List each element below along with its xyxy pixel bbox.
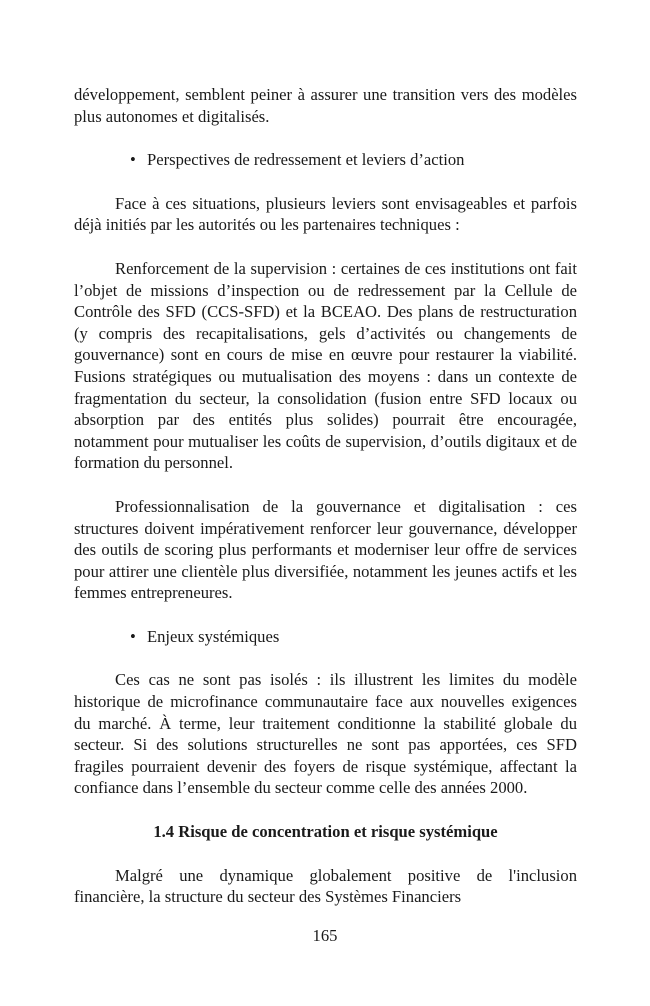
bullet-text: Perspectives de redressement et leviers d’action: [147, 150, 465, 170]
paragraph-gouvernance: Professionnalisation de la gouvernance et digitalisation : ces structures doivent impérativement renforcer leur gouvernance, développer des outils de scoring plus performants et moderniser leur offre de services pour attirer une clientèle plus diversifiée, notamment les jeunes actifs et les femmes entrepreneures.: [74, 496, 577, 603]
page-body: [74, 84, 577, 908]
paragraph-continuation: développement, semblent peiner à assurer une transition vers des modèles plus autonomes et digitalisés.: [74, 85, 577, 126]
bullet-text: Enjeux systémiques: [147, 626, 280, 646]
paragraph-enjeux: Ces cas ne sont pas isolés : ils illustrent les limites du modèle historique de microfinance communautaire face aux nouvelles exigences du marché. À terme, leur traitement conditionne la stabilité globale du secteur. Si des solutions structurelles ne sont pas apportées, ces SFD fragiles pourraient devenir des foyers de risque systémique, affectant la confiance dans l’ensemble du secteur comme celle des années 2000.: [74, 670, 577, 798]
page-number: 165: [312, 926, 338, 945]
section-heading: 1.4 Risque de concentration et risque systémique: [153, 822, 498, 842]
bullet-item-enjeux: [74, 626, 577, 648]
bullet-item-perspectives: [74, 149, 577, 171]
paragraph-risque: Malgré une dynamique globalement positive de l'inclusion financière, la structure du secteur des Systèmes Financiers: [74, 865, 577, 907]
paragraph-supervision: Renforcement de la supervision : certaines de ces institutions ont fait l’objet de missions d’inspection ou de redressement par la Cellule de Contrôle des SFD (CCS-SFD) et la BCEAO. Des plans de restructuration (y compris des recapitalisations, gels d’activités ou changements de gouvernance) sont en cours de mise en œuvre pour restaurer la viabilité. Fusions stratégiques ou mutualisation des moyens : dans un contexte de fragmentation du secteur, la consolidation (fusion entre SFD locaux ou absorption par des entités plus solides) pourrait être encouragée, notamment pour mutualiser les coûts de supervision, d’outils digitaux et de formation du personnel.: [74, 258, 577, 473]
paragraph-leviers: Face à ces situations, plusieurs leviers sont envisageables et parfois déjà initiés par les autorités ou les partenaires techniques :: [74, 193, 577, 235]
bullet-icon: •: [130, 626, 136, 646]
bullet-icon: •: [130, 150, 136, 170]
